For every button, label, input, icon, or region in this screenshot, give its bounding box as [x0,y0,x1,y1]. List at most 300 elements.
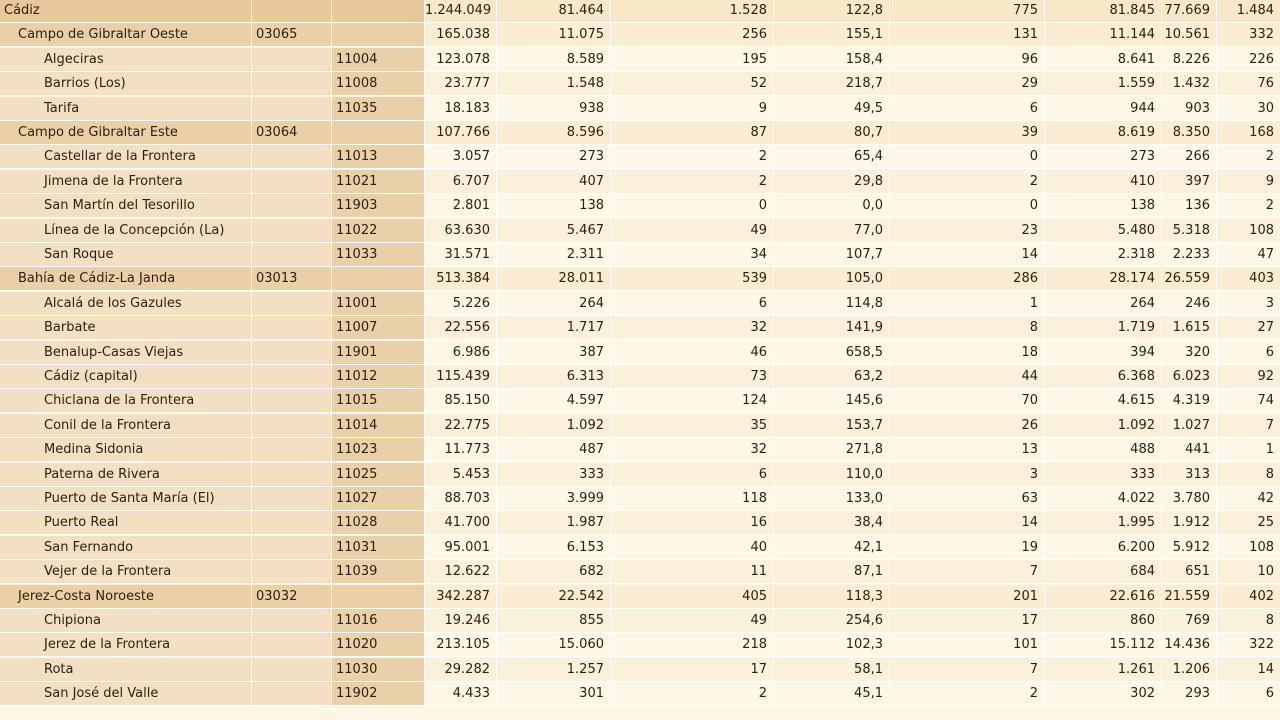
value-cell-2: 6.313 [497,365,611,388]
value-cell-3: 256 [611,23,774,46]
value-cell-2: 28.011 [497,267,611,290]
value-cell-2: 273 [497,145,611,168]
table-row-municipality [0,170,1280,194]
value-cell-8: 226 [1217,48,1280,71]
comarca-code-cell [252,682,332,705]
municipio-code-cell: 11027 [332,487,425,510]
value-cell-5: 7 [890,560,1045,583]
value-cell-7: 2.233 [1162,243,1217,266]
value-cell-1: 1.244.049 [425,0,497,22]
value-cell-4: 58,1 [774,658,890,681]
comarca-code-cell [252,658,332,681]
value-cell-3: 0 [611,194,774,217]
value-cell-1: 6.707 [425,170,497,193]
comarca-code-cell: 03032 [252,585,332,608]
value-cell-4: 45,1 [774,682,890,705]
value-cell-6: 5.480 [1045,219,1162,242]
municipio-code-cell: 11007 [332,316,425,339]
value-cell-7: 10.561 [1162,23,1217,46]
municipality-name-cell: Medina Sidonia [0,438,252,461]
value-cell-6: 6.368 [1045,365,1162,388]
municipality-name-cell: Barbate [0,316,252,339]
municipality-name-cell: Paterna de Rivera [0,463,252,486]
value-cell-7: 3.780 [1162,487,1217,510]
municipality-name-cell: Cádiz (capital) [0,365,252,388]
value-cell-2: 5.467 [497,219,611,242]
value-cell-4: 114,8 [774,292,890,315]
municipality-name-cell: Alcalá de los Gazules [0,292,252,315]
value-cell-3: 16 [611,511,774,534]
value-cell-7: 266 [1162,145,1217,168]
municipio-code-cell: 11902 [332,682,425,705]
value-cell-1: 213.105 [425,633,497,656]
value-cell-2: 333 [497,463,611,486]
value-cell-2: 938 [497,97,611,120]
district-name-cell: Campo de Gibraltar Este [0,121,252,144]
value-cell-5: 6 [890,97,1045,120]
value-cell-8: 3 [1217,292,1280,315]
value-cell-1: 22.556 [425,316,497,339]
value-cell-1: 5.453 [425,463,497,486]
value-cell-4: 122,8 [774,0,890,22]
value-cell-4: 77,0 [774,219,890,242]
value-cell-1: 4.433 [425,682,497,705]
municipality-name-cell: Puerto Real [0,511,252,534]
value-cell-5: 29 [890,72,1045,95]
table-row-municipality [0,536,1280,560]
value-cell-7: 903 [1162,97,1217,120]
municipio-code-cell: 11025 [332,463,425,486]
value-cell-8: 2 [1217,194,1280,217]
municipio-code-cell: 11008 [332,72,425,95]
table-row-municipality [0,97,1280,121]
value-cell-3: 6 [611,463,774,486]
table-row-municipality [0,560,1280,584]
municipio-code-cell: 11013 [332,145,425,168]
municipio-code-cell: 11031 [332,536,425,559]
value-cell-3: 539 [611,267,774,290]
value-cell-4: 145,6 [774,389,890,412]
value-cell-1: 29.282 [425,658,497,681]
value-cell-2: 682 [497,560,611,583]
value-cell-3: 1.528 [611,0,774,22]
value-cell-8: 27 [1217,316,1280,339]
table-row-district [0,585,1280,609]
value-cell-8: 108 [1217,219,1280,242]
municipality-name-cell: Algeciras [0,48,252,71]
municipality-name-cell: Jerez de la Frontera [0,633,252,656]
value-cell-5: 14 [890,243,1045,266]
value-cell-8: 14 [1217,658,1280,681]
municipio-code-cell: 11903 [332,194,425,217]
value-cell-4: 87,1 [774,560,890,583]
value-cell-8: 92 [1217,365,1280,388]
municipio-code-cell: 11014 [332,414,425,437]
value-cell-2: 138 [497,194,611,217]
value-cell-4: 254,6 [774,609,890,632]
municipality-name-cell: Rota [0,658,252,681]
value-cell-5: 39 [890,121,1045,144]
value-cell-2: 264 [497,292,611,315]
value-cell-4: 42,1 [774,536,890,559]
value-cell-6: 15.112 [1045,633,1162,656]
value-cell-4: 38,4 [774,511,890,534]
value-cell-4: 133,0 [774,487,890,510]
table-row-municipality [0,316,1280,340]
value-cell-1: 513.384 [425,267,497,290]
value-cell-1: 18.183 [425,97,497,120]
value-cell-7: 651 [1162,560,1217,583]
value-cell-3: 2 [611,170,774,193]
comarca-code-cell [252,609,332,632]
district-name-cell: Jerez-Costa Noroeste [0,585,252,608]
comarca-code-cell [252,633,332,656]
value-cell-8: 1 [1217,438,1280,461]
value-cell-6: 1.995 [1045,511,1162,534]
value-cell-8: 74 [1217,389,1280,412]
value-cell-5: 63 [890,487,1045,510]
table-row-municipality [0,219,1280,243]
value-cell-4: 102,3 [774,633,890,656]
value-cell-6: 8.641 [1045,48,1162,71]
value-cell-7: 769 [1162,609,1217,632]
value-cell-4: 80,7 [774,121,890,144]
value-cell-8: 2 [1217,145,1280,168]
value-cell-4: 0,0 [774,194,890,217]
district-name-cell: Bahía de Cádiz-La Janda [0,267,252,290]
table-row-municipality [0,463,1280,487]
table-row-municipality [0,609,1280,633]
value-cell-3: 32 [611,438,774,461]
value-cell-5: 131 [890,23,1045,46]
value-cell-5: 19 [890,536,1045,559]
municipality-name-cell: Castellar de la Frontera [0,145,252,168]
value-cell-8: 168 [1217,121,1280,144]
comarca-code-cell [252,292,332,315]
municipality-name-cell: Barrios (Los) [0,72,252,95]
municipality-name-cell: Chiclana de la Frontera [0,389,252,412]
value-cell-4: 65,4 [774,145,890,168]
value-cell-7: 5.912 [1162,536,1217,559]
value-cell-8: 8 [1217,609,1280,632]
table-row-municipality [0,48,1280,72]
municipio-code-cell: 11022 [332,219,425,242]
value-cell-4: 155,1 [774,23,890,46]
value-cell-3: 17 [611,658,774,681]
value-cell-7: 1.206 [1162,658,1217,681]
municipio-code-cell [332,585,425,608]
municipality-name-cell: Tarifa [0,97,252,120]
value-cell-7: 8.226 [1162,48,1217,71]
value-cell-1: 165.038 [425,23,497,46]
municipality-name-cell: Benalup-Casas Viejas [0,341,252,364]
value-cell-1: 85.150 [425,389,497,412]
value-cell-6: 273 [1045,145,1162,168]
comarca-code-cell [252,48,332,71]
value-cell-5: 286 [890,267,1045,290]
value-cell-4: 49,5 [774,97,890,120]
value-cell-7: 8.350 [1162,121,1217,144]
municipality-name-cell: Conil de la Frontera [0,414,252,437]
value-cell-5: 1 [890,292,1045,315]
municipio-code-cell: 11030 [332,658,425,681]
value-cell-4: 110,0 [774,463,890,486]
municipio-code-cell: 11035 [332,97,425,120]
table-row-municipality [0,341,1280,365]
value-cell-6: 4.022 [1045,487,1162,510]
value-cell-1: 342.287 [425,585,497,608]
comarca-code-cell [252,487,332,510]
value-cell-1: 41.700 [425,511,497,534]
value-cell-7: 1.027 [1162,414,1217,437]
value-cell-8: 7 [1217,414,1280,437]
value-cell-3: 32 [611,316,774,339]
value-cell-7: 77.669 [1162,0,1217,22]
value-cell-5: 3 [890,463,1045,486]
value-cell-8: 9 [1217,170,1280,193]
municipio-code-cell: 11021 [332,170,425,193]
value-cell-6: 2.318 [1045,243,1162,266]
municipality-name-cell: Línea de la Concepción (La) [0,219,252,242]
value-cell-5: 70 [890,389,1045,412]
value-cell-1: 2.801 [425,194,497,217]
value-cell-8: 8 [1217,463,1280,486]
value-cell-1: 5.226 [425,292,497,315]
value-cell-1: 107.766 [425,121,497,144]
value-cell-6: 488 [1045,438,1162,461]
value-cell-4: 63,2 [774,365,890,388]
municipality-name-cell: San Roque [0,243,252,266]
municipio-code-cell: 11015 [332,389,425,412]
value-cell-7: 1.615 [1162,316,1217,339]
value-cell-2: 387 [497,341,611,364]
value-cell-2: 2.311 [497,243,611,266]
value-cell-5: 44 [890,365,1045,388]
value-cell-2: 1.257 [497,658,611,681]
value-cell-7: 1.912 [1162,511,1217,534]
value-cell-3: 35 [611,414,774,437]
value-cell-2: 487 [497,438,611,461]
value-cell-5: 201 [890,585,1045,608]
value-cell-2: 15.060 [497,633,611,656]
value-cell-2: 8.596 [497,121,611,144]
municipio-code-cell: 11012 [332,365,425,388]
comarca-code-cell [252,0,332,22]
value-cell-7: 6.023 [1162,365,1217,388]
value-cell-2: 1.548 [497,72,611,95]
value-cell-3: 46 [611,341,774,364]
value-cell-1: 22.775 [425,414,497,437]
value-cell-5: 0 [890,145,1045,168]
comarca-code-cell [252,414,332,437]
table-row-municipality [0,511,1280,535]
value-cell-8: 10 [1217,560,1280,583]
table-row-district [0,23,1280,47]
value-cell-1: 31.571 [425,243,497,266]
value-cell-5: 96 [890,48,1045,71]
table-row-municipality [0,194,1280,218]
table-row-province [0,0,1280,23]
value-cell-7: 5.318 [1162,219,1217,242]
value-cell-1: 19.246 [425,609,497,632]
value-cell-2: 407 [497,170,611,193]
province-name-cell: Cádiz [0,0,252,22]
value-cell-5: 13 [890,438,1045,461]
value-cell-6: 860 [1045,609,1162,632]
comarca-code-cell: 03064 [252,121,332,144]
value-cell-5: 2 [890,170,1045,193]
municipio-code-cell: 11039 [332,560,425,583]
table-row-municipality [0,145,1280,169]
table-row-municipality [0,658,1280,682]
value-cell-1: 6.986 [425,341,497,364]
value-cell-6: 11.144 [1045,23,1162,46]
comarca-code-cell [252,463,332,486]
value-cell-1: 11.773 [425,438,497,461]
value-cell-4: 658,5 [774,341,890,364]
value-cell-3: 6 [611,292,774,315]
value-cell-1: 88.703 [425,487,497,510]
value-cell-3: 118 [611,487,774,510]
value-cell-7: 397 [1162,170,1217,193]
value-cell-4: 141,9 [774,316,890,339]
comarca-code-cell [252,341,332,364]
municipio-code-cell [332,267,425,290]
comarca-code-cell [252,145,332,168]
value-cell-8: 403 [1217,267,1280,290]
municipality-name-cell: Vejer de la Frontera [0,560,252,583]
value-cell-4: 29,8 [774,170,890,193]
value-cell-6: 944 [1045,97,1162,120]
value-cell-7: 246 [1162,292,1217,315]
value-cell-3: 195 [611,48,774,71]
value-cell-1: 12.622 [425,560,497,583]
value-cell-1: 123.078 [425,48,497,71]
value-cell-7: 136 [1162,194,1217,217]
value-cell-5: 17 [890,609,1045,632]
value-cell-5: 8 [890,316,1045,339]
comarca-code-cell [252,97,332,120]
value-cell-8: 108 [1217,536,1280,559]
value-cell-2: 1.987 [497,511,611,534]
value-cell-8: 25 [1217,511,1280,534]
value-cell-2: 1.717 [497,316,611,339]
comarca-code-cell: 03013 [252,267,332,290]
comarca-code-cell [252,389,332,412]
value-cell-3: 2 [611,145,774,168]
value-cell-7: 320 [1162,341,1217,364]
comarca-code-cell [252,560,332,583]
municipio-code-cell [332,23,425,46]
value-cell-2: 22.542 [497,585,611,608]
table-row-district [0,121,1280,145]
value-cell-4: 271,8 [774,438,890,461]
municipality-name-cell: San Fernando [0,536,252,559]
value-cell-6: 302 [1045,682,1162,705]
value-cell-8: 6 [1217,682,1280,705]
comarca-code-cell [252,511,332,534]
municipio-code-cell: 11023 [332,438,425,461]
value-cell-7: 441 [1162,438,1217,461]
comarca-code-cell [252,243,332,266]
value-cell-2: 3.999 [497,487,611,510]
value-cell-8: 42 [1217,487,1280,510]
value-cell-7: 26.559 [1162,267,1217,290]
value-cell-5: 2 [890,682,1045,705]
comarca-code-cell [252,194,332,217]
municipality-name-cell: San Martín del Tesorillo [0,194,252,217]
value-cell-2: 4.597 [497,389,611,412]
value-cell-6: 138 [1045,194,1162,217]
value-cell-6: 1.559 [1045,72,1162,95]
municipio-code-cell: 11004 [332,48,425,71]
value-cell-8: 402 [1217,585,1280,608]
value-cell-3: 87 [611,121,774,144]
municipio-code-cell: 11028 [332,511,425,534]
value-cell-5: 14 [890,511,1045,534]
municipio-code-cell [332,121,425,144]
value-cell-6: 264 [1045,292,1162,315]
value-cell-6: 81.845 [1045,0,1162,22]
value-cell-4: 158,4 [774,48,890,71]
value-cell-2: 1.092 [497,414,611,437]
table-row-municipality [0,682,1280,706]
value-cell-5: 18 [890,341,1045,364]
value-cell-5: 775 [890,0,1045,22]
value-cell-6: 394 [1045,341,1162,364]
value-cell-6: 22.616 [1045,585,1162,608]
comarca-code-cell [252,316,332,339]
table-row-municipality [0,633,1280,657]
municipality-name-cell: Jimena de la Frontera [0,170,252,193]
value-cell-8: 322 [1217,633,1280,656]
value-cell-7: 1.432 [1162,72,1217,95]
value-cell-4: 105,0 [774,267,890,290]
value-cell-3: 9 [611,97,774,120]
value-cell-6: 1.261 [1045,658,1162,681]
table-row-municipality [0,438,1280,462]
comarca-code-cell [252,536,332,559]
municipio-code-cell [332,0,425,22]
value-cell-6: 410 [1045,170,1162,193]
municipio-code-cell: 11033 [332,243,425,266]
value-cell-2: 855 [497,609,611,632]
value-cell-2: 6.153 [497,536,611,559]
value-cell-8: 6 [1217,341,1280,364]
value-cell-2: 11.075 [497,23,611,46]
value-cell-3: 124 [611,389,774,412]
value-cell-8: 76 [1217,72,1280,95]
value-cell-6: 333 [1045,463,1162,486]
value-cell-2: 301 [497,682,611,705]
value-cell-5: 0 [890,194,1045,217]
value-cell-3: 34 [611,243,774,266]
value-cell-3: 405 [611,585,774,608]
value-cell-3: 11 [611,560,774,583]
value-cell-1: 3.057 [425,145,497,168]
value-cell-8: 47 [1217,243,1280,266]
value-cell-8: 332 [1217,23,1280,46]
value-cell-1: 95.001 [425,536,497,559]
municipio-code-cell: 11016 [332,609,425,632]
value-cell-3: 49 [611,219,774,242]
value-cell-3: 218 [611,633,774,656]
value-cell-4: 153,7 [774,414,890,437]
value-cell-3: 2 [611,682,774,705]
table-row-municipality [0,365,1280,389]
value-cell-7: 21.559 [1162,585,1217,608]
value-cell-6: 684 [1045,560,1162,583]
